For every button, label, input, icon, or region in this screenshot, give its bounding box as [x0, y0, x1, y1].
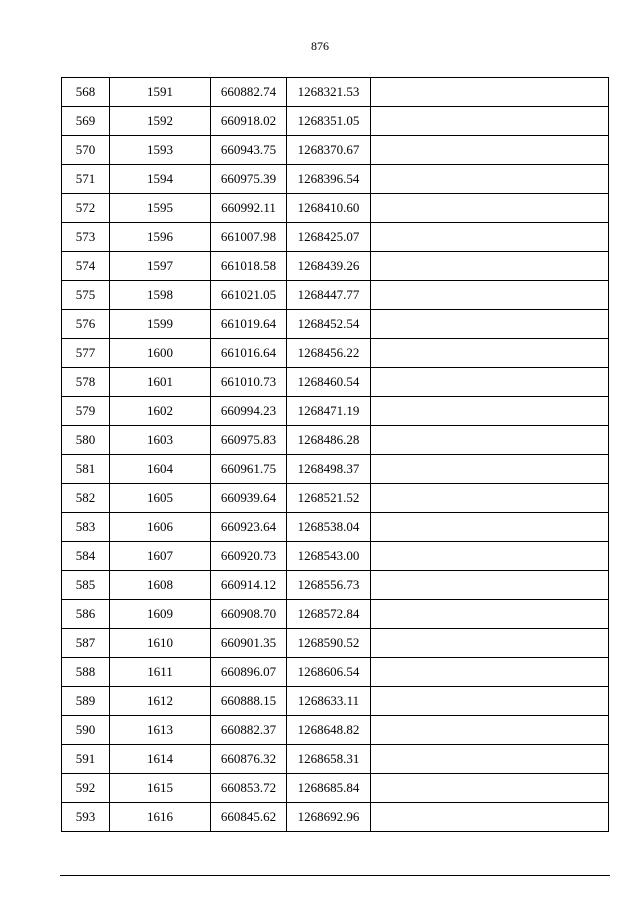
notes-cell [371, 716, 609, 745]
row-index-cell: 591 [62, 745, 110, 774]
row-index-cell: 583 [62, 513, 110, 542]
y-coordinate-cell: 1268452.54 [287, 310, 371, 339]
point-number-cell: 1591 [110, 78, 211, 107]
table-row [62, 600, 609, 629]
x-coordinate-cell: 661021.05 [211, 281, 287, 310]
table-row [62, 571, 609, 600]
notes-cell [371, 629, 609, 658]
x-coordinate-cell: 660992.11 [211, 194, 287, 223]
notes-cell [371, 600, 609, 629]
point-number-cell: 1605 [110, 484, 211, 513]
table-row [62, 542, 609, 571]
row-index-cell: 577 [62, 339, 110, 368]
y-coordinate-cell: 1268396.54 [287, 165, 371, 194]
point-number-cell: 1614 [110, 745, 211, 774]
point-number-cell: 1604 [110, 455, 211, 484]
x-coordinate-cell: 660901.35 [211, 629, 287, 658]
table-row [62, 513, 609, 542]
table-row [62, 658, 609, 687]
row-index-cell: 592 [62, 774, 110, 803]
notes-cell [371, 281, 609, 310]
x-coordinate-cell: 660914.12 [211, 571, 287, 600]
point-number-cell: 1606 [110, 513, 211, 542]
notes-cell [371, 455, 609, 484]
row-index-cell: 569 [62, 107, 110, 136]
table-row [62, 716, 609, 745]
notes-cell [371, 571, 609, 600]
row-index-cell: 579 [62, 397, 110, 426]
notes-cell [371, 252, 609, 281]
x-coordinate-cell: 660943.75 [211, 136, 287, 165]
row-index-cell: 589 [62, 687, 110, 716]
x-coordinate-cell: 661010.73 [211, 368, 287, 397]
table-row [62, 136, 609, 165]
notes-cell [371, 687, 609, 716]
notes-cell [371, 78, 609, 107]
notes-cell [371, 223, 609, 252]
notes-cell [371, 513, 609, 542]
table-row [62, 78, 609, 107]
table-row [62, 368, 609, 397]
row-index-cell: 573 [62, 223, 110, 252]
point-number-cell: 1592 [110, 107, 211, 136]
table-row [62, 397, 609, 426]
y-coordinate-cell: 1268685.84 [287, 774, 371, 803]
point-number-cell: 1599 [110, 310, 211, 339]
notes-cell [371, 136, 609, 165]
row-index-cell: 578 [62, 368, 110, 397]
table-row [62, 774, 609, 803]
table-row [62, 339, 609, 368]
notes-cell [371, 194, 609, 223]
y-coordinate-cell: 1268556.73 [287, 571, 371, 600]
table-row [62, 745, 609, 774]
row-index-cell: 580 [62, 426, 110, 455]
y-coordinate-cell: 1268590.52 [287, 629, 371, 658]
table-row [62, 252, 609, 281]
row-index-cell: 590 [62, 716, 110, 745]
y-coordinate-cell: 1268439.26 [287, 252, 371, 281]
table-row [62, 223, 609, 252]
table-row [62, 310, 609, 339]
y-coordinate-cell: 1268410.60 [287, 194, 371, 223]
row-index-cell: 568 [62, 78, 110, 107]
point-number-cell: 1611 [110, 658, 211, 687]
notes-cell [371, 658, 609, 687]
y-coordinate-cell: 1268521.52 [287, 484, 371, 513]
point-number-cell: 1602 [110, 397, 211, 426]
y-coordinate-cell: 1268498.37 [287, 455, 371, 484]
table-row [62, 687, 609, 716]
x-coordinate-cell: 660888.15 [211, 687, 287, 716]
point-number-cell: 1609 [110, 600, 211, 629]
table-row [62, 165, 609, 194]
table-row [62, 426, 609, 455]
row-index-cell: 571 [62, 165, 110, 194]
x-coordinate-cell: 660853.72 [211, 774, 287, 803]
point-number-cell: 1601 [110, 368, 211, 397]
x-coordinate-cell: 660939.64 [211, 484, 287, 513]
y-coordinate-cell: 1268447.77 [287, 281, 371, 310]
row-index-cell: 588 [62, 658, 110, 687]
x-coordinate-cell: 660975.83 [211, 426, 287, 455]
notes-cell [371, 774, 609, 803]
x-coordinate-cell: 660961.75 [211, 455, 287, 484]
row-index-cell: 582 [62, 484, 110, 513]
x-coordinate-cell: 661016.64 [211, 339, 287, 368]
point-number-cell: 1600 [110, 339, 211, 368]
row-index-cell: 570 [62, 136, 110, 165]
point-number-cell: 1595 [110, 194, 211, 223]
y-coordinate-cell: 1268456.22 [287, 339, 371, 368]
table-row [62, 194, 609, 223]
notes-cell [371, 484, 609, 513]
x-coordinate-cell: 660994.23 [211, 397, 287, 426]
row-index-cell: 572 [62, 194, 110, 223]
x-coordinate-cell: 660876.32 [211, 745, 287, 774]
table-row [62, 803, 609, 832]
y-coordinate-cell: 1268460.54 [287, 368, 371, 397]
x-coordinate-cell: 661018.58 [211, 252, 287, 281]
notes-cell [371, 803, 609, 832]
y-coordinate-cell: 1268692.96 [287, 803, 371, 832]
x-coordinate-cell: 661019.64 [211, 310, 287, 339]
row-index-cell: 575 [62, 281, 110, 310]
y-coordinate-cell: 1268351.05 [287, 107, 371, 136]
y-coordinate-cell: 1268425.07 [287, 223, 371, 252]
point-number-cell: 1615 [110, 774, 211, 803]
notes-cell [371, 165, 609, 194]
point-number-cell: 1603 [110, 426, 211, 455]
row-index-cell: 576 [62, 310, 110, 339]
y-coordinate-cell: 1268648.82 [287, 716, 371, 745]
x-coordinate-cell: 660920.73 [211, 542, 287, 571]
point-number-cell: 1596 [110, 223, 211, 252]
y-coordinate-cell: 1268538.04 [287, 513, 371, 542]
page-number: 876 [311, 39, 329, 53]
notes-cell [371, 745, 609, 774]
x-coordinate-cell: 660845.62 [211, 803, 287, 832]
y-coordinate-cell: 1268471.19 [287, 397, 371, 426]
table-row [62, 455, 609, 484]
y-coordinate-cell: 1268370.67 [287, 136, 371, 165]
x-coordinate-cell: 660918.02 [211, 107, 287, 136]
point-number-cell: 1594 [110, 165, 211, 194]
y-coordinate-cell: 1268572.84 [287, 600, 371, 629]
row-index-cell: 593 [62, 803, 110, 832]
point-number-cell: 1608 [110, 571, 211, 600]
table-row [62, 281, 609, 310]
y-coordinate-cell: 1268321.53 [287, 78, 371, 107]
row-index-cell: 587 [62, 629, 110, 658]
y-coordinate-cell: 1268633.11 [287, 687, 371, 716]
x-coordinate-cell: 661007.98 [211, 223, 287, 252]
notes-cell [371, 426, 609, 455]
x-coordinate-cell: 660896.07 [211, 658, 287, 687]
y-coordinate-cell: 1268486.28 [287, 426, 371, 455]
notes-cell [371, 310, 609, 339]
x-coordinate-cell: 660908.70 [211, 600, 287, 629]
notes-cell [371, 542, 609, 571]
y-coordinate-cell: 1268658.31 [287, 745, 371, 774]
x-coordinate-cell: 660882.37 [211, 716, 287, 745]
notes-cell [371, 339, 609, 368]
notes-cell [371, 107, 609, 136]
point-number-cell: 1593 [110, 136, 211, 165]
notes-cell [371, 368, 609, 397]
notes-cell [371, 397, 609, 426]
point-number-cell: 1610 [110, 629, 211, 658]
table-row [62, 484, 609, 513]
row-index-cell: 574 [62, 252, 110, 281]
point-number-cell: 1598 [110, 281, 211, 310]
point-number-cell: 1607 [110, 542, 211, 571]
row-index-cell: 581 [62, 455, 110, 484]
table-row [62, 107, 609, 136]
x-coordinate-cell: 660975.39 [211, 165, 287, 194]
y-coordinate-cell: 1268543.00 [287, 542, 371, 571]
row-index-cell: 585 [62, 571, 110, 600]
table-row [62, 629, 609, 658]
point-number-cell: 1613 [110, 716, 211, 745]
y-coordinate-cell: 1268606.54 [287, 658, 371, 687]
coordinates-table [61, 77, 609, 832]
row-index-cell: 586 [62, 600, 110, 629]
point-number-cell: 1612 [110, 687, 211, 716]
coordinates-table-body [62, 78, 609, 832]
point-number-cell: 1616 [110, 803, 211, 832]
footer-rule [60, 875, 610, 876]
point-number-cell: 1597 [110, 252, 211, 281]
x-coordinate-cell: 660923.64 [211, 513, 287, 542]
x-coordinate-cell: 660882.74 [211, 78, 287, 107]
row-index-cell: 584 [62, 542, 110, 571]
